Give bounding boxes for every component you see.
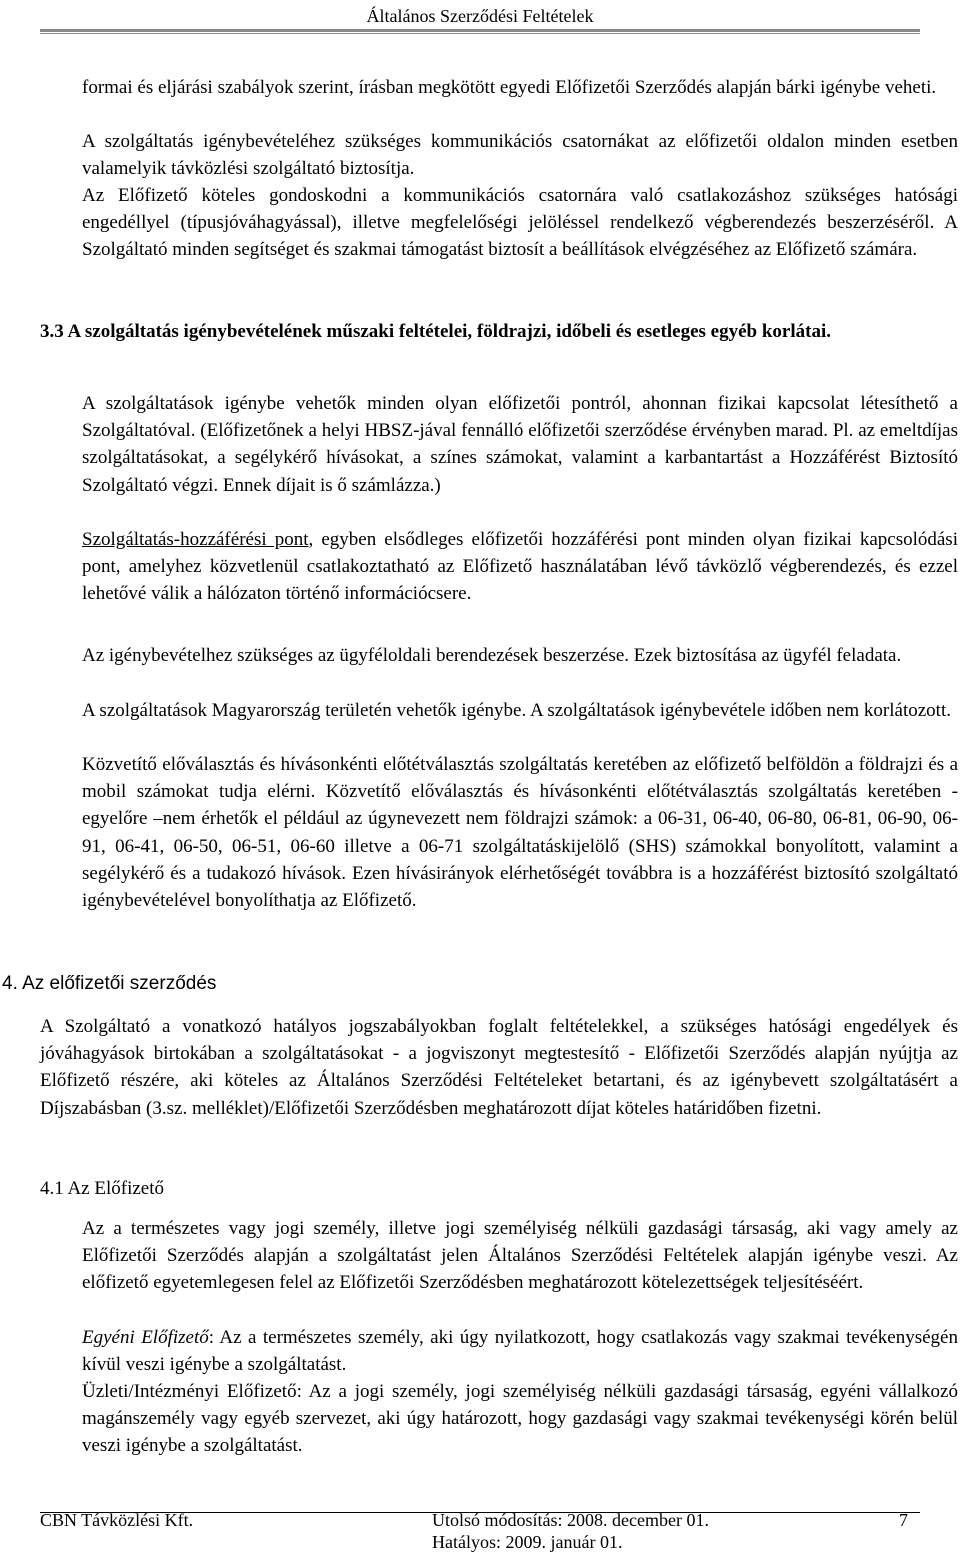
section-heading-4: 4. Az előfizetői szerződés	[2, 973, 217, 994]
paragraph-p12	[82, 1378, 958, 1460]
paragraph-p8: Közvetítő előválasztás és hívásonkénti előtétválasztás szolgáltatás keretében az előfizető belföldön a földrajzi és a mobil számokat tudja elérni. Közvetítő előválasztás és hívásonkénti előtétválasztás szolgáltatás keretében - egyelőre –nem érhetők el például az úgynevezett nem földrajzi számok: a 06-31, 06-40, 06-80, 06-81, 06-90, 06-91, 06-41, 06-50, 06-51, 06-60 illetve a 06-71 szolgáltatáskijelölő (SHS) számokkal bonyolított, valamint a segélykérő és a tudakozó hívások. Ezen hívásirányok elérhetőségét továbbra is a hozzáférést biztosító szolgáltató igénybevételével bonyolíthatja az Előfizető.	[82, 754, 958, 912]
paragraph-p5	[82, 526, 958, 608]
paragraph-p1: formai és eljárási szabályok szerint, írásban megkötött egyedi Előfizetői Szerződés alapján bárki igénybe veheti.	[82, 77, 937, 98]
paragraph-p4: A szolgáltatások igénybe vehetők minden olyan előfizetői pontról, ahonnan fizikai kapcsolat létesíthető a Szolgáltatóval. (Előfizetőnek a helyi HBSZ-jával fennálló előfizetői szerződése érvényben marad. Pl. az emeltdíjas szolgáltatásokat, a segélykérő hívásokat, a színes számokat, valamint a karbantartást a Hozzáférést Biztosító Szolgáltató végzi. Ennek díjait is ő számlázza.)	[82, 393, 958, 496]
paragraph-p2: A szolgáltatás igénybevételéhez szükséges kommunikációs csatornákat az előfizetői oldalon minden esetben valamelyik távközlési szolgáltató biztosítja.	[82, 131, 958, 180]
header-rule-thin	[40, 33, 920, 34]
paragraph-p11-text: : Az a természetes személy, aki úgy nyilatkozott, hogy csatlakozás vagy szakmai tevékenységén kívül veszi igénybe a szolgáltatást.	[82, 1327, 958, 1376]
section-heading-3-3: 3.3 A szolgáltatás igénybevételének műszaki feltételei, földrajzi, időbeli és esetleges egyéb korlátai.	[40, 321, 831, 342]
paragraph-p6: Az igénybevételhez szükséges az ügyféloldali berendezések beszerzése. Ezek biztosítása az ügyfél feladata.	[82, 645, 902, 666]
paragraph-p10: Az a természetes vagy jogi személy, illetve jogi személyiség nélküli gazdasági társaság, aki vagy amely az Előfizetői Szerződés alapján a szolgáltatást jelen Általános Szerződési Feltételek alapján igénybe veszi. Az előfizető egyetemlegesen felel az Előfizetői Szerződésben meghatározott kötelezettségek teljesítéséért.	[82, 1218, 958, 1294]
paragraph-p12-text: : Az a jogi személy, jogi személyiség nélküli gazdasági társaság, egyéni vállalkozó magánszemély vagy egyéb szervezet, aki úgy határozott, hogy gazdasági vagy szakmai tevékenységi körén belül veszi igénybe a szolgáltatást.	[82, 1381, 958, 1457]
footer-modified: Utolsó módosítás: 2008. december 01.	[432, 1510, 709, 1530]
section-heading-4-1: 4.1 Az Előfizető	[40, 1178, 164, 1199]
paragraph-p5-text: , egyben elsődleges előfizetői hozzáférési pont minden olyan fizikai kapcsolódási pont, amelyhez közvetlenül csatlakoztatható az Előfizető használatában lévő távközlő végberendezés, és ezzel lehetővé válik a hálózaton történő információcsere.	[82, 529, 958, 605]
term-individual-subscriber: Egyéni Előfizető	[82, 1327, 209, 1348]
term-access-point: Szolgáltatás-hozzáférési pont	[82, 529, 309, 550]
paragraph-p3: Az Előfizető köteles gondoskodni a kommunikációs csatornára való csatlakozáshoz szükséges hatósági engedéllyel (típusjóváhagyással), illetve megfelelőségi jelöléssel rendelkező végberendezés beszerzéséről. A Szolgáltató minden segítséget és szakmai támogatást biztosít a beállítások elvégzéséhez az Előfizető számára.	[82, 185, 958, 261]
term-business-subscriber: Üzleti/Intézményi Előfizető	[82, 1381, 297, 1402]
page-header-title: Általános Szerződési Feltételek	[366, 6, 594, 26]
footer-company: CBN Távközlési Kft.	[40, 1510, 194, 1530]
footer-effective: Hatályos: 2009. január 01.	[432, 1532, 623, 1552]
paragraph-p7: A szolgáltatások Magyarország területén vehetők igénybe. A szolgáltatások igénybevétele időben nem korlátozott.	[82, 700, 951, 721]
paragraph-p9: A Szolgáltató a vonatkozó hatályos jogszabályokban foglalt feltételekkel, a szükséges hatósági engedélyek és jóváhagyások birtokában a szolgáltatásokat - a jogviszonyt megtestesítő - Előfizetői Szerződés alapján nyújtja az Előfizető részére, aki köteles az Általános Szerződési Feltételeket betartani, és az igénybevett szolgáltatásért a Díjszabásban (3.sz. melléklet)/Előfizetői Szerződésben meghatározott díjat köteles határidőben fizetni.	[40, 1016, 958, 1119]
footer-page-number: 7	[899, 1510, 908, 1530]
header-rule	[40, 29, 920, 32]
paragraph-p11	[82, 1324, 958, 1378]
